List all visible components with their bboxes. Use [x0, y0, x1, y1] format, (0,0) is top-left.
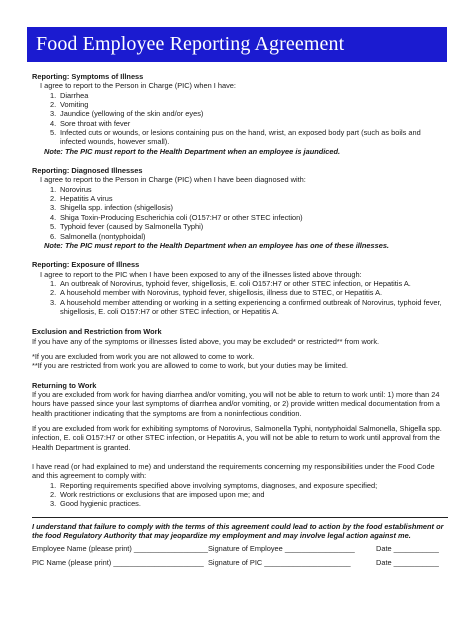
list-item: 3. Shigella spp. infection (shigellosis) — [50, 203, 173, 213]
list-item: 3. Good hygienic practices. — [50, 499, 141, 509]
employee-date-field[interactable]: Date ___________ — [376, 544, 439, 554]
return-heading: Returning to Work — [32, 380, 97, 390]
exposure-list — [32, 279, 448, 316]
diagnosed-list — [32, 185, 448, 241]
employee-signature-row — [32, 544, 448, 553]
list-item: 1. Reporting requirements specified above involving symptoms, diagnoses, and exposure specified; — [50, 480, 378, 490]
diagnosed-intro: I agree to report to the Person in Charge (PIC) when I have been diagnosed with: — [40, 175, 306, 185]
list-item: 5. Typhoid fever (caused by Salmonella Typhi) — [50, 222, 204, 232]
list-item: 2. Hepatitis A virus — [50, 194, 113, 204]
list-item: 4. Shiga Toxin-Producing Escherichia coli (O157:H7 or other STEC infection) — [50, 212, 303, 222]
exposure-intro: I agree to report to the PIC when I have been exposed to any of the illnesses listed above through: — [40, 269, 362, 279]
exposure-heading: Reporting: Exposure of Illness — [32, 260, 140, 270]
restricted-footnote: **If you are restricted from work you are allowed to come to work, but your duties may be limited. — [32, 361, 348, 371]
return-paragraph: If you are excluded from work for exhibiting symptoms of Norovirus, Salmonella Typhi, nontyphoidal Salmonella, Shigella spp. infection, E. coli O157:H7 or other STEC infection, or Hepatitis A, you will not be able to return to work until approval from the Health Department is granted. — [32, 424, 442, 452]
return-section — [32, 381, 448, 452]
document-body — [32, 72, 448, 567]
list-item: 3. A household member attending or working in a setting experiencing a confirmed outbreak of Norovirus, typhoid fever, shigellosis, E. coli O157:H7 or other STEC infection, or Hepatitis A. — [50, 297, 442, 316]
list-item: 2. Vomiting — [50, 100, 89, 110]
note-label: Note: — [44, 240, 63, 250]
list-item: 2. Work restrictions or exclusions that are imposed upon me; and — [50, 490, 265, 500]
agreement-intro: I have read (or had explained to me) and understand the requirements concerning my responsibilities under the Food Code and this agreement to comply with: — [32, 462, 435, 481]
acknowledgment-text: I understand that failure to comply with the terms of this agreement could lead to action by the food establishment or the food Regulatory Authority that may jeopardize my employment and may involve legal action against me. — [32, 521, 444, 541]
agreement-section — [32, 462, 448, 509]
list-item: 1. Diarrhea — [50, 90, 89, 100]
symptoms-intro: I agree to report to the Person in Charge (PIC) when I have: — [40, 81, 236, 91]
note-text: The PIC must report to the Health Department when an employee has one of these illnesses. — [64, 240, 389, 250]
note-label: Note: — [44, 146, 63, 156]
employee-signature-field[interactable]: Signature of Employee _________________ — [208, 544, 355, 554]
list-item: 5. Infected cuts or wounds, or lesions containing pus on the hand, wrist, an exposed body part (such as boils and infected wounds, however small). — [50, 128, 421, 147]
note-text: The PIC must report to the Health Department when an employee is jaundiced. — [64, 146, 341, 156]
symptoms-heading: Reporting: Symptoms of Illness — [32, 72, 144, 81]
excluded-footnote: *If you are excluded from work you are not allowed to come to work. — [32, 351, 255, 361]
diagnosed-heading: Reporting: Diagnosed Illnesses — [32, 166, 143, 176]
document-title: Food Employee Reporting Agreement — [27, 27, 447, 62]
list-item: 3. Jaundice (yellowing of the skin and/or eyes) — [50, 109, 204, 119]
pic-signature-field[interactable]: Signature of PIC _____________________ — [208, 557, 351, 567]
return-paragraph: If you are excluded from work for having diarrhea and/or vomiting, you will not be able to return to work until: 1) more than 24 hours have passed since your last symptoms of diarrhea and/or vomiting, or 2) provide written medical documentation from a health practitioner indicating that the symptoms are from a noninfectious condition. — [32, 389, 440, 418]
exposure-section — [32, 260, 448, 316]
symptoms-section — [32, 72, 448, 156]
diagnosed-note — [32, 241, 448, 250]
symptoms-list — [32, 91, 448, 147]
pic-date-field[interactable]: Date ___________ — [376, 557, 439, 567]
pic-name-field[interactable]: PIC Name (please print) ______________________ — [32, 557, 204, 567]
symptoms-note — [32, 147, 448, 156]
exclusion-heading: Exclusion and Restriction from Work — [32, 327, 162, 337]
exclusion-paragraph: If you have any of the symptoms or illnesses listed above, you may be excluded* or restricted** from work. — [32, 336, 380, 346]
exclusion-section — [32, 327, 448, 370]
diagnosed-section — [32, 166, 448, 250]
list-item: 4. Sore throat with fever — [50, 118, 131, 128]
pic-signature-row — [32, 558, 448, 567]
list-item: 2. A household member with Norovirus, typhoid fever, shigellosis, illness due to STEC, or Hepatitis A. — [50, 288, 383, 298]
agreement-list — [32, 481, 448, 509]
list-item: 1. An outbreak of Norovirus, typhoid fever, shigellosis, E. coli O157:H7 or other STEC infection, or Hepatitis A. — [50, 278, 411, 288]
list-item: 1. Norovirus — [50, 184, 92, 194]
acknowledgment-block — [32, 517, 448, 541]
list-item: 6. Salmonella (nontyphoidal) — [50, 231, 146, 241]
employee-name-field[interactable]: Employee Name (please print) __________________ — [32, 544, 208, 554]
